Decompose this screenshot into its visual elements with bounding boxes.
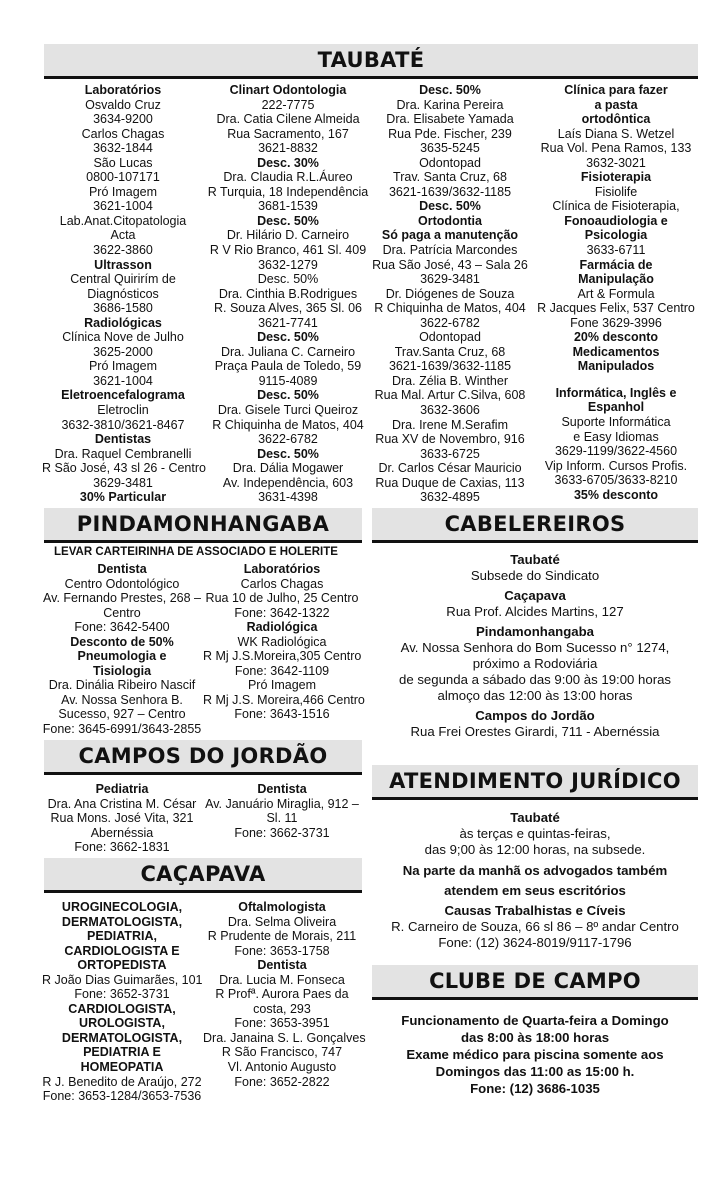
entry-heading: Na parte da manhã os advogados também [402, 862, 668, 878]
entry-line: Rua Mons. José Vita, 321 [50, 811, 194, 826]
entry-heading: Ortodontia [418, 213, 482, 228]
entry-heading: Informática, Inglês e [555, 385, 677, 400]
entry-heading: Desc. 50% [257, 330, 319, 345]
taubate-column-4 [531, 83, 701, 502]
pinda-banner: LEVAR CARTEIRINHA DE ASSOCIADO E HOLERITE [54, 546, 338, 558]
entry-line: Eletroclin [97, 403, 149, 418]
entry-heading: Eletroencefalograma [61, 388, 185, 403]
entry-line: Rua Mal. Artur C.Silva, 608 [374, 388, 526, 403]
entry-heading: Desc. 50% [257, 446, 319, 461]
campos-column-1 [42, 782, 202, 855]
entry-heading: Dentista [257, 782, 307, 796]
juridico-body [366, 810, 704, 952]
entry-line: Acta [110, 228, 136, 243]
entry-line: Rua São José, 43 – Sala 26 [372, 257, 528, 272]
entry-line: Rua Vol. Pena Ramos, 133 [540, 141, 692, 156]
entry-line: Art & Formula [577, 286, 655, 301]
entry-line: Suporte Informática [561, 415, 671, 430]
entry-heading: Campos do Jordão [475, 708, 595, 723]
entry-heading: Oftalmologista [238, 900, 326, 914]
entry-line: Odontopad [419, 330, 481, 345]
entry-line: Dra. Juliana C. Carneiro [220, 344, 356, 359]
entry-line: 3633-6725 [420, 446, 480, 461]
entry-line: Av. Nossa Senhora B. [61, 692, 183, 707]
entry-line: Rua Prof. Alcides Martins, 127 [446, 604, 624, 619]
entry-line: Dr. Carlos César Mauricio [378, 461, 522, 476]
entry-heading: Desc. 50% [419, 83, 481, 97]
entry-line [531, 374, 701, 386]
entry-line: Dra. Dália Mogawer [232, 461, 344, 476]
entry-heading: PEDIATRIA, [87, 929, 157, 944]
entry-line: Dra. Elisabete Yamada [386, 112, 514, 127]
entry-line: R. Carneiro de Souza, 66 sl 86 – 8º andar Centro [391, 919, 679, 935]
entry-heading: Psicologia [584, 228, 648, 243]
entry-line: R Profª. Aurora Paes da [215, 987, 349, 1002]
entry-line: Dr. Hilário D. Carneiro [226, 228, 350, 243]
entry-heading: Pediatria [95, 782, 149, 796]
entry-line: Dra. Zélia B. Winther [391, 373, 508, 388]
heading-text: ATENDIMENTO JURÍDICO [389, 769, 681, 793]
entry-line: costa, 293 [253, 1001, 311, 1016]
entry-heading: Pindamonhangaba [476, 624, 594, 639]
entry-line: Rua 10 de Julho, 25 Centro [205, 591, 359, 606]
taubate-column-1 [42, 83, 204, 505]
entry-line: 0800-107171 [86, 170, 160, 185]
entry-line: Dra. Janaina S. L. Gonçalves [203, 1030, 366, 1045]
taubate-column-3 [366, 83, 534, 505]
entry-line: das 8:00 às 18:00 horas [460, 1030, 610, 1045]
section-heading-cacapava [44, 858, 362, 893]
entry-line: Fone: 3653-3951 [234, 1016, 330, 1031]
entry-heading: PEDIATRIA E [83, 1045, 161, 1060]
heading-text: CAÇAPAVA [140, 862, 266, 886]
heading-text: CLUBE DE CAMPO [429, 969, 641, 993]
entry-line: 3632-3021 [586, 155, 646, 170]
entry-line: 3632-1279 [258, 257, 318, 272]
entry-line: R Mj J.S.Moreira,305 Centro [203, 649, 362, 664]
entry-line: R. Souza Alves, 365 Sl. 06 [213, 301, 362, 316]
entry-heading: UROGINECOLOGIA, [61, 900, 183, 914]
entry-line: Sucesso, 927 – Centro [58, 707, 186, 722]
entry-heading: CARDIOLOGISTA E [64, 943, 180, 958]
entry-line: 3633-6711 [586, 243, 646, 258]
entry-line: 3633-6705/3633-8210 [554, 473, 678, 488]
entry-line: Sl. 11 [266, 811, 298, 826]
entry-line: Centro Odontológico [64, 576, 180, 591]
pinda-column-1 [42, 562, 202, 737]
entry-line: e Easy Idiomas [573, 429, 659, 444]
entry-line: Carlos Chagas [240, 576, 324, 591]
entry-heading: Manipulados [577, 359, 655, 374]
entry-heading: Tisiologia [92, 663, 152, 678]
entry-line: Rua Frei Orestes Girardi, 711 - Abernéssia [410, 724, 660, 739]
entry-line: Fone: 3642-1109 [234, 663, 330, 678]
entry-line: 3634-9200 [93, 112, 153, 127]
entry-line: R Turquia, 18 Independência [207, 184, 369, 199]
entry-line: Vip Inform. Cursos Profis. [544, 458, 688, 473]
campos-column-2 [203, 782, 361, 840]
entry-heading: Desconto de 50% [70, 634, 174, 649]
entry-heading: Farmácia de [579, 257, 653, 272]
entry-line: Pró Imagem [88, 184, 158, 199]
entry-line: Rua Pde. Fischer, 239 [388, 126, 512, 141]
cacapava-column-2 [203, 900, 366, 1089]
entry-line: R Chiquinha de Matos, 404 [212, 417, 364, 432]
entry-line: Rua Sacramento, 167 [227, 126, 349, 141]
entry-line: Clínica de Fisioterapia, [552, 199, 680, 214]
entry-line: Trav. Santa Cruz, 68 [393, 170, 507, 185]
entry-line: Dra. Dinália Ribeiro Nascif [48, 678, 196, 693]
entry-line: 3632-3606 [420, 403, 480, 418]
entry-line: das 9;00 às 12:00 horas, na subsede. [424, 842, 646, 858]
entry-line: 3621-1639/3632-1185 [388, 184, 512, 199]
entry-line: 3622-6782 [258, 432, 318, 447]
entry-line: R J. Benedito de Araújo, 272 [42, 1074, 202, 1089]
entry-line: Exame médico para piscina somente aos [406, 1047, 664, 1062]
entry-line: R São José, 43 sl 26 - Centro [42, 461, 206, 476]
entry-heading: Pneumologia e [77, 649, 167, 664]
section-heading-cabelereiros [372, 508, 698, 543]
entry-heading: Desc. 50% [419, 199, 481, 214]
heading-text: PINDAMONHANGABA [76, 512, 330, 536]
entry-heading: Laboratórios [84, 83, 162, 97]
entry-line: 3632-1844 [93, 141, 153, 156]
entry-line: de segunda a sábado das 9:00 às 19:00 horas [398, 672, 672, 687]
entry-line: Diagnósticos [87, 286, 159, 301]
entry-line: Fone 3629-3996 [570, 315, 662, 330]
entry-line: Rua Duque de Caxias, 113 [375, 475, 525, 490]
entry-heading: Clinart Odontologia [229, 83, 347, 97]
entry-line: Laís Diana S. Wetzel [557, 126, 675, 141]
entry-line: Dra. Cinthia B.Rodrigues [218, 286, 358, 301]
section-heading-pindamonhangaba [44, 508, 362, 543]
entry-line: 3632-3810/3621-8467 [61, 417, 185, 432]
entry-line: 3622-6782 [420, 315, 480, 330]
entry-line: R São Francisco, 747 [221, 1045, 343, 1060]
section-heading-clube-de-campo [372, 965, 698, 1000]
entry-line: R Mj J.S. Moreira,466 Centro [203, 692, 365, 707]
entry-line: Dra. Karina Pereira [396, 97, 504, 112]
entry-line: Fone: 3643-1516 [234, 707, 330, 722]
entry-heading: Dentista [257, 958, 307, 973]
entry-line: Av. Independência, 603 [222, 475, 354, 490]
entry-line: Av. Nossa Senhora do Bom Sucesso n° 1274, [400, 640, 670, 655]
entry-heading: Só paga a manutenção [381, 228, 519, 243]
entry-heading: Ultrasson [94, 257, 152, 272]
entry-line: Fisiolife [594, 184, 638, 199]
entry-heading: atendem em seus escritórios [444, 882, 626, 898]
clube-body [372, 1012, 698, 1097]
entry-heading: Laboratórios [243, 562, 321, 576]
entry-line: às terças e quintas-feiras, [459, 826, 611, 842]
entry-line: almoço das 12:00 às 13:00 horas [437, 688, 633, 703]
entry-line: R V Rio Branco, 461 Sl. 409 [209, 243, 367, 258]
section-heading-campos-do-jordao [44, 740, 362, 775]
entry-line: Osvaldo Cruz [85, 97, 161, 112]
entry-heading: Radiológicas [84, 315, 162, 330]
entry-line: Carlos Chagas [81, 126, 165, 141]
entry-line: WK Radiológica [237, 634, 327, 649]
entry-line: Fone: 3653-1758 [234, 943, 330, 958]
entry-heading: DERMATOLOGISTA, [61, 1030, 183, 1045]
taubate-column-2 [203, 83, 373, 505]
entry-line: Dra. Patrícia Marcondes [382, 243, 518, 258]
entry-line: Lab.Anat.Citopatologia [59, 213, 187, 228]
entry-line: Fone: 3642-5400 [74, 620, 170, 635]
entry-line: 3625-2000 [93, 344, 153, 359]
entry-line: Fone: 3662-3731 [234, 825, 330, 840]
entry-line: Pró Imagem [88, 359, 158, 374]
heading-text: TAUBATÉ [317, 48, 425, 72]
entry-line: Fone: (12) 3624-8019/9117-1796 [438, 935, 632, 951]
entry-line: Abernéssia [90, 825, 154, 840]
entry-heading: Clínica para fazer [564, 83, 668, 97]
entry-heading: Medicamentos [572, 344, 660, 359]
entry-heading: 30% Particular [79, 490, 167, 505]
entry-heading: Dentistas [94, 432, 152, 447]
entry-line: Dra. Lucia M. Fonseca [219, 972, 345, 987]
entry-line: Dra. Claudia R.L.Áureo [223, 170, 353, 185]
entry-line: 3621-1639/3632-1185 [388, 359, 512, 374]
entry-line: 3621-1004 [93, 199, 153, 214]
entry-heading: Taubaté [510, 552, 560, 567]
entry-line: Dra. Catia Cilene Almeida [216, 112, 360, 127]
entry-line: Praça Paula de Toledo, 59 [214, 359, 362, 374]
section-heading-atendimento-juridico [372, 765, 698, 800]
entry-line: Funcionamento de Quarta-feira a Domingo [401, 1013, 669, 1028]
pinda-column-2 [203, 562, 365, 722]
entry-heading: Caçapava [504, 588, 566, 603]
entry-heading: Fonoaudiologia e [564, 213, 668, 228]
heading-text: CAMPOS DO JORDÃO [78, 744, 328, 768]
entry-heading: a pasta [594, 97, 638, 112]
entry-line: R João Dias Guimarães, 101 [42, 972, 203, 987]
entry-line: 222-7775 [261, 97, 315, 112]
entry-heading: 20% desconto [573, 330, 659, 345]
entry-heading: UROLOGISTA, [79, 1016, 165, 1031]
entry-line: R Prudente de Morais, 211 [207, 929, 357, 944]
entry-line: Av. Fernando Prestes, 268 – [43, 591, 201, 606]
entry-line: 3632-4895 [420, 490, 480, 505]
cacapava-column-1 [42, 900, 202, 1104]
entry-line: 9115-4089 [258, 373, 318, 388]
entry-heading: ortodôntica [581, 112, 651, 127]
section-heading-taubate [44, 44, 698, 79]
entry-line: 3621-1004 [93, 373, 153, 388]
entry-heading: Causas Trabalhistas e Cíveis [444, 903, 626, 919]
entry-line: Fone: 3652-3731 [74, 987, 170, 1002]
entry-heading: Desc. 30% [257, 155, 319, 170]
entry-line: próximo a Rodoviária [472, 656, 598, 671]
entry-line: Odontopad [419, 155, 481, 170]
entry-line: 3631-4398 [258, 490, 318, 505]
entry-line: Dra. Selma Oliveira [227, 914, 337, 929]
entry-line: Pró Imagem [247, 678, 317, 693]
entry-line: Fone: 3662-1831 [74, 840, 170, 855]
entry-heading: Desc. 50% [257, 388, 319, 403]
entry-line: São Lucas [93, 155, 153, 170]
entry-line: 3621-8832 [258, 141, 318, 156]
entry-line: Centro [103, 605, 141, 620]
entry-line: Fone: 3652-2822 [234, 1074, 330, 1089]
entry-line: Dra. Ana Cristina M. César [47, 796, 197, 811]
entry-line: 3635-5245 [420, 141, 480, 156]
entry-line: Fone: 3642-1322 [234, 605, 330, 620]
entry-heading: Radiológica [246, 620, 318, 635]
entry-line: Rua XV de Novembro, 916 [375, 432, 525, 447]
entry-line: Fone: 3653-1284/3653-7536 [42, 1089, 202, 1104]
entry-line: Vl. Antonio Augusto [227, 1060, 337, 1075]
entry-line: Dra. Raquel Cembranelli [54, 446, 192, 461]
entry-line: 3686-1580 [93, 301, 153, 316]
entry-line: R Jacques Felix, 537 Centro [537, 301, 695, 316]
entry-line: Clínica Nove de Julho [62, 330, 184, 345]
entry-line: 3622-3860 [93, 243, 153, 258]
entry-line: 3629-3481 [420, 272, 480, 287]
entry-heading: Fisioterapia [580, 170, 652, 185]
entry-line: Desc. 50% [257, 272, 319, 287]
entry-heading: Espanhol [587, 400, 645, 415]
entry-heading: Dentista [97, 562, 147, 576]
entry-line: Fone: (12) 3686-1035 [470, 1081, 600, 1096]
entry-heading: CARDIOLOGISTA, [68, 1001, 176, 1016]
entry-heading: 35% desconto [573, 487, 659, 502]
cabelereiros-body [372, 552, 698, 740]
entry-heading: Taubaté [510, 810, 560, 825]
entry-heading: ORTOPEDISTA [77, 958, 167, 973]
entry-line: 3629-1199/3622-4560 [554, 444, 678, 459]
entry-line: Dra. Gisele Turci Queiroz [217, 403, 359, 418]
entry-line: Dra. Irene M.Serafim [391, 417, 508, 432]
heading-text: CABELEREIROS [444, 512, 626, 536]
entry-line: 3629-3481 [93, 475, 153, 490]
entry-line: R Chiquinha de Matos, 404 [374, 301, 526, 316]
entry-heading: DERMATOLOGISTA, [61, 914, 183, 929]
entry-line: 3621-7741 [258, 315, 318, 330]
entry-line: Av. Januário Miraglia, 912 – [205, 796, 359, 811]
entry-heading: Desc. 50% [257, 213, 319, 228]
entry-line: Subsede do Sindicato [470, 568, 600, 583]
entry-line: Dr. Diógenes de Souza [385, 286, 515, 301]
entry-line: 3681-1539 [258, 199, 318, 214]
entry-heading: Manipulação [578, 272, 654, 287]
entry-line: Trav.Santa Cruz, 68 [394, 344, 506, 359]
entry-line: Fone: 3645-6991/3643-2855 [42, 722, 202, 737]
entry-heading: HOMEOPATIA [80, 1060, 164, 1075]
entry-line: Central Quirirím de [70, 272, 176, 287]
entry-line: Domingos das 11:00 as 15:00 h. [435, 1064, 635, 1079]
